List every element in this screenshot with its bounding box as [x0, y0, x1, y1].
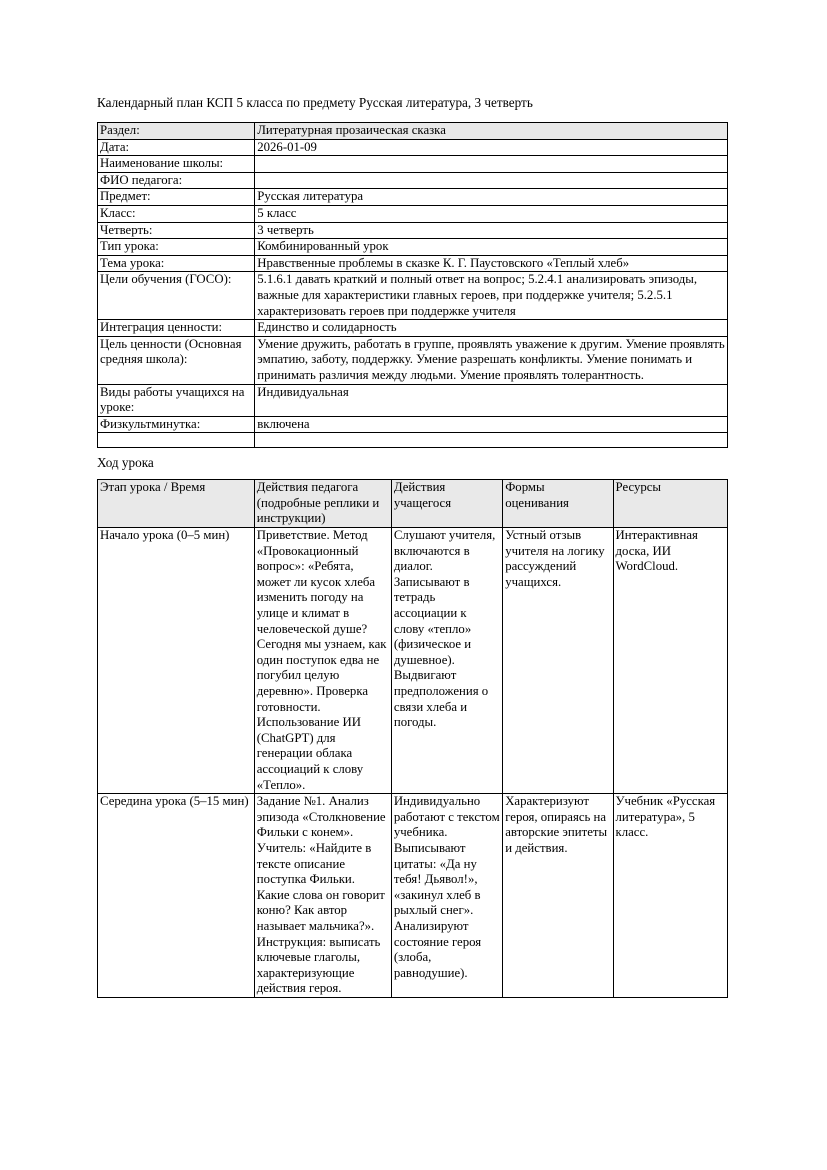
info-label: Интеграция ценности:: [98, 320, 255, 337]
col-header-assessment: Формы оценивания: [503, 480, 613, 528]
info-label: Раздел:: [98, 123, 255, 140]
teacher-actions-cell: Задание №1. Анализ эпизода «Столкновение Фильки с конем». Учитель: «Найдите в тексте описание поступка Фильки. Какие слова он говорит коню? Как автор называет мальчика?». Инструкция: выписать ключевые глаголы, характеризующие действия героя.: [254, 794, 391, 998]
info-value: Русская литература: [255, 189, 728, 206]
info-label: [98, 433, 255, 448]
info-row-values-goal: [98, 336, 728, 384]
info-value: Единство и солидарность: [255, 320, 728, 337]
lesson-table-header-row: [98, 480, 728, 528]
info-value: 3 четверть: [255, 222, 728, 239]
info-label: ФИО педагога:: [98, 172, 255, 189]
info-row-empty: [98, 433, 728, 448]
assessment-cell: Устный отзыв учителя на логику рассуждений учащихся.: [503, 528, 613, 794]
info-row-razdel: [98, 123, 728, 140]
info-value: Индивидуальная: [255, 384, 728, 416]
info-label: Тема урока:: [98, 255, 255, 272]
info-row-lesson-topic: [98, 255, 728, 272]
resources-cell: Интерактивная доска, ИИ WordCloud.: [613, 528, 728, 794]
info-label: Дата:: [98, 139, 255, 156]
info-value: [255, 156, 728, 173]
student-actions-cell: Слушают учителя, включаются в диалог. Записывают в тетрадь ассоциации к слову «тепло» (физическое и душевное). Выдвигают предположения о связи хлеба и погоды.: [391, 528, 502, 794]
info-label: Цели обучения (ГОСО):: [98, 272, 255, 320]
col-header-student-actions: Действия учащегося: [391, 480, 502, 528]
info-label: Предмет:: [98, 189, 255, 206]
lesson-row-start: [98, 528, 728, 794]
info-value: 5.1.6.1 давать краткий и полный ответ на вопрос; 5.2.4.1 анализировать эпизоды, важные для характеристики главных героев, при поддержке учителя; 5.2.5.1 характеризовать героев при поддержке учителя: [255, 272, 728, 320]
info-row-class: [98, 205, 728, 222]
lesson-row-middle: [98, 794, 728, 998]
stage-cell: Середина урока (5–15 мин): [98, 794, 255, 998]
info-value: 5 класс: [255, 205, 728, 222]
info-value: 2026-01-09: [255, 139, 728, 156]
info-label: Четверть:: [98, 222, 255, 239]
stage-cell: Начало урока (0–5 мин): [98, 528, 255, 794]
info-row-learning-goals: [98, 272, 728, 320]
info-value: включена: [255, 416, 728, 433]
col-header-stage: Этап урока / Время: [98, 480, 255, 528]
info-row-subject: [98, 189, 728, 206]
info-label: Тип урока:: [98, 239, 255, 256]
lesson-info-table: [97, 122, 728, 448]
info-value: Литературная прозаическая сказка: [255, 123, 728, 140]
col-header-resources: Ресурсы: [613, 480, 728, 528]
info-label: Виды работы учащихся на уроке:: [98, 384, 255, 416]
teacher-actions-cell: Приветствие. Метод «Провокационный вопрос»: «Ребята, может ли кусок хлеба изменить погоду на улице и климат в человеческой душе? Сегодня мы узнаем, как один поступок едва не погубил целую деревню». Проверка готовности. Использование ИИ (ChatGPT) для генерации облака ассоциаций к слову «Тепло».: [254, 528, 391, 794]
info-label: Наименование школы:: [98, 156, 255, 173]
assessment-cell: Характеризуют героя, опираясь на авторские эпитеты и действия.: [503, 794, 613, 998]
info-value: Нравственные проблемы в сказке К. Г. Паустовского «Теплый хлеб»: [255, 255, 728, 272]
section-heading: Ход урока: [97, 455, 154, 471]
info-row-quarter: [98, 222, 728, 239]
info-row-date: [98, 139, 728, 156]
info-row-school: [98, 156, 728, 173]
info-row-phys-minute: [98, 416, 728, 433]
col-header-teacher-actions: Действия педагога (подробные реплики и инструкции): [254, 480, 391, 528]
info-value: [255, 172, 728, 189]
info-value: Комбинированный урок: [255, 239, 728, 256]
info-label: Физкультминутка:: [98, 416, 255, 433]
document-page: [97, 95, 728, 998]
info-row-teacher-name: [98, 172, 728, 189]
info-label: Цель ценности (Основная средняя школа):: [98, 336, 255, 384]
student-actions-cell: Индивидуально работают с текстом учебника. Выписывают цитаты: «Да ну тебя! Дьявол!», «закинул хлеб в рыхлый снег». Анализируют состояние героя (злоба, равнодушие).: [391, 794, 502, 998]
info-value: [255, 433, 728, 448]
info-value: Умение дружить, работать в группе, проявлять уважение к другим. Умение проявлять эмпатию, заботу, поддержку. Умение разрешать конфликты. Умение понимать и принимать различия между людьми. Умение проявлять толерантность.: [255, 336, 728, 384]
lesson-flow-table: [97, 479, 728, 998]
info-row-work-types: [98, 384, 728, 416]
document-title: Календарный план КСП 5 класса по предмету Русская литература, 3 четверть: [97, 95, 533, 110]
resources-cell: Учебник «Русская литература», 5 класс.: [613, 794, 728, 998]
info-row-lesson-type: [98, 239, 728, 256]
info-label: Класс:: [98, 205, 255, 222]
info-row-values-integration: [98, 320, 728, 337]
